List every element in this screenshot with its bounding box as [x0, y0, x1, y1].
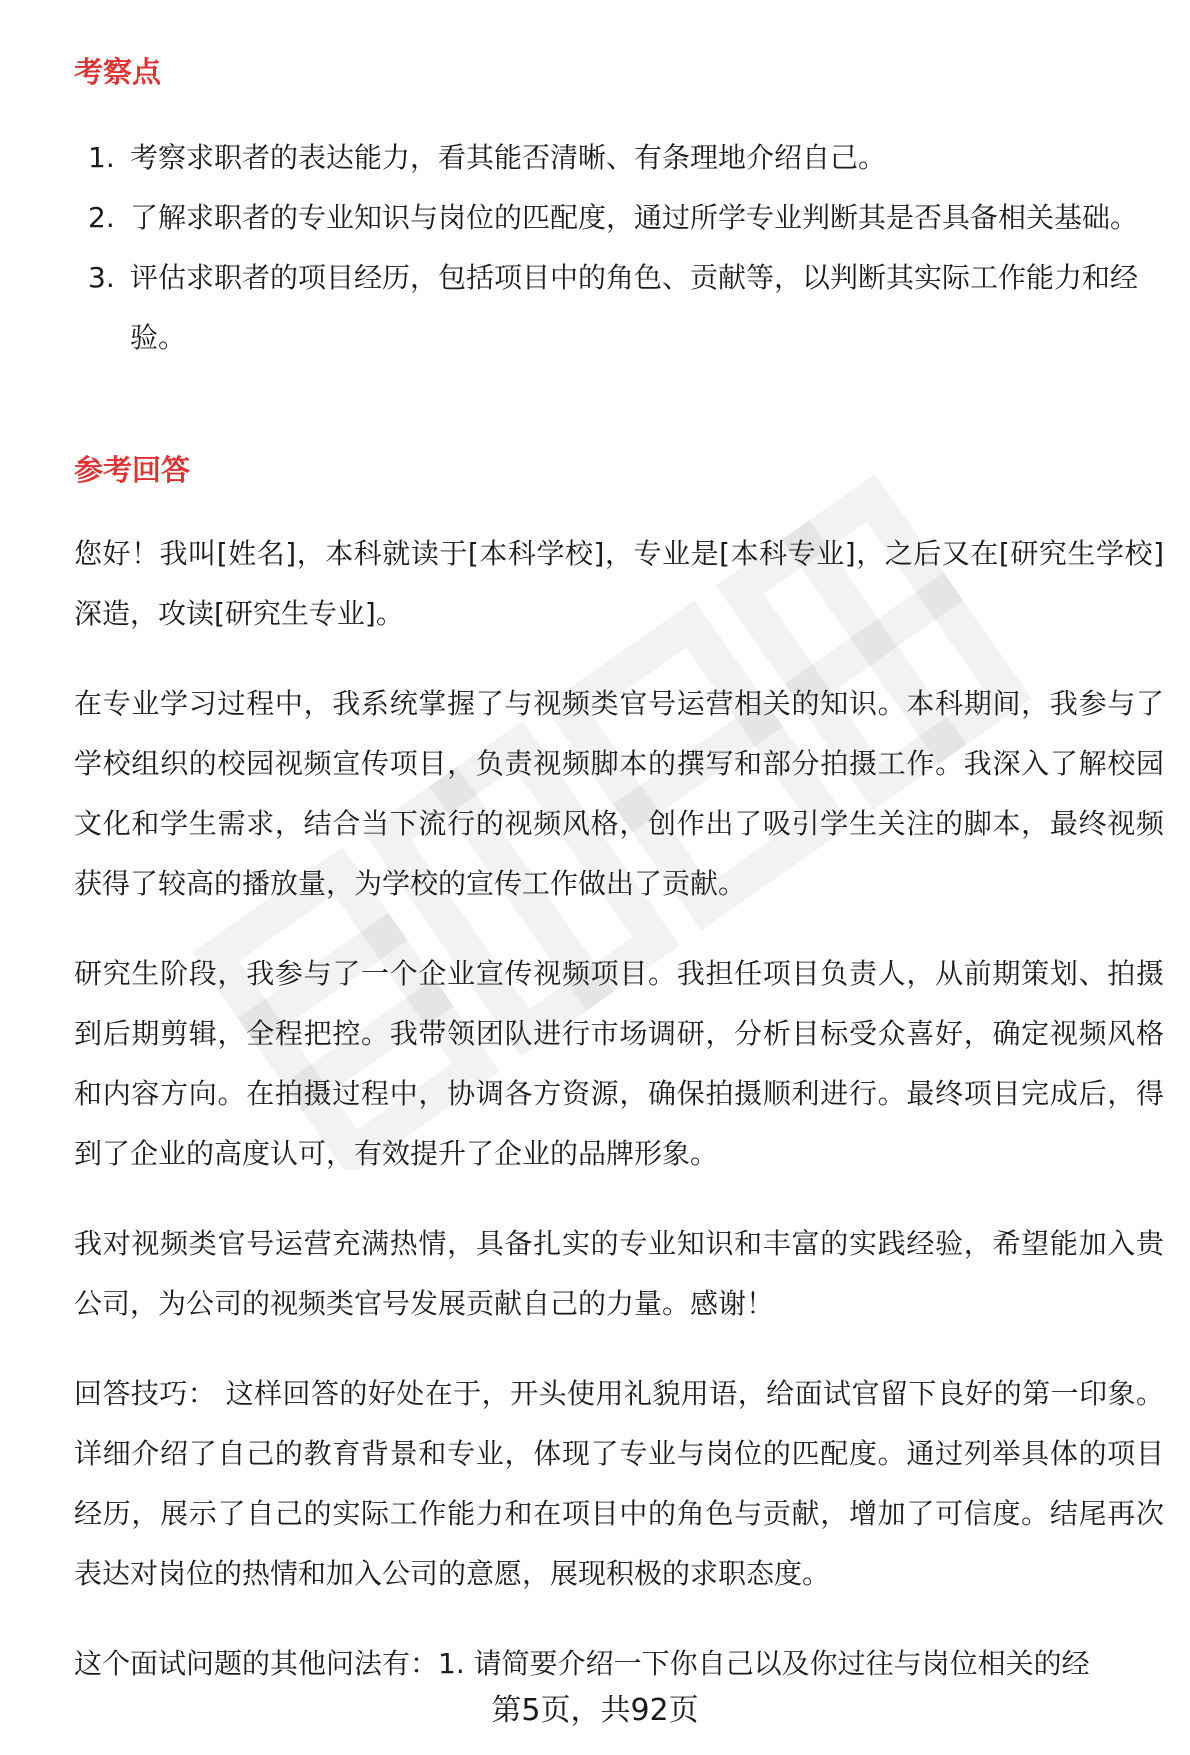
list-item: [74, 188, 1164, 248]
answer-paragraph-intro: 您好！我叫[姓名]，本科就读于[本科学校]，专业是[本科专业]，之后又在[研究生学校]深造，攻读[研究生专业]。: [74, 537, 1164, 630]
answer-tips: 回答技巧： 这样回答的好处在于，开头使用礼貌用语，给面试官留下良好的第一印象。详细介绍了自己的教育背景和专业，体现了专业与岗位的匹配度。通过列举具体的项目经历，展示了自己的实际工作能力和在项目中的角色与贡献，增加了可信度。结尾再次表达对岗位的热情和加入公司的意愿，展现积极的求职态度。: [74, 1377, 1164, 1590]
list-item-text: 了解求职者的专业知识与岗位的匹配度，通过所学专业判断其是否具备相关基础。: [130, 201, 1139, 234]
exam-points-list: [74, 128, 1164, 368]
other-phrasings: 这个面试问题的其他问法有：1. 请简要介绍一下你自己以及你过往与岗位相关的经: [74, 1647, 1090, 1680]
answer-paragraph-graduate: 研究生阶段，我参与了一个企业宣传视频项目。我担任项目负责人，从前期策划、拍摄到后期剪辑，全程把控。我带领团队进行市场调研，分析目标受众喜好，确定视频风格和内容方向。在拍摄过程中，协调各方资源，确保拍摄顺利进行。最终项目完成后，得到了企业的高度认可，有效提升了企业的品牌形象。: [74, 957, 1164, 1170]
list-item-text: 评估求职者的项目经历，包括项目中的角色、贡献等，以判断其实际工作能力和经验。: [130, 261, 1139, 354]
reference-answer-heading: 参考回答: [74, 453, 191, 487]
list-number: 1.: [88, 141, 115, 174]
list-number: 3.: [88, 261, 115, 294]
list-item: [74, 248, 1164, 368]
answer-paragraph-closing: 我对视频类官号运营充满热情，具备扎实的专业知识和丰富的实践经验，希望能加入贵公司，为公司的视频类官号发展贡献自己的力量。感谢！: [74, 1227, 1164, 1320]
list-item: [74, 128, 1164, 188]
answer-paragraph-undergrad: 在专业学习过程中，我系统掌握了与视频类官号运营相关的知识。本科期间，我参与了学校组织的校园视频宣传项目，负责视频脚本的撰写和部分拍摄工作。我深入了解校园文化和学生需求，结合当下流行的视频风格，创作出了吸引学生关注的脚本，最终视频获得了较高的播放量，为学校的宣传工作做出了贡献。: [74, 687, 1164, 900]
list-number: 2.: [88, 201, 115, 234]
page-number: 第5页，共92页: [491, 1693, 699, 1728]
list-item-text: 考察求职者的表达能力，看其能否清晰、有条理地介绍自己。: [130, 141, 887, 174]
exam-points-heading: 考察点: [74, 55, 162, 89]
